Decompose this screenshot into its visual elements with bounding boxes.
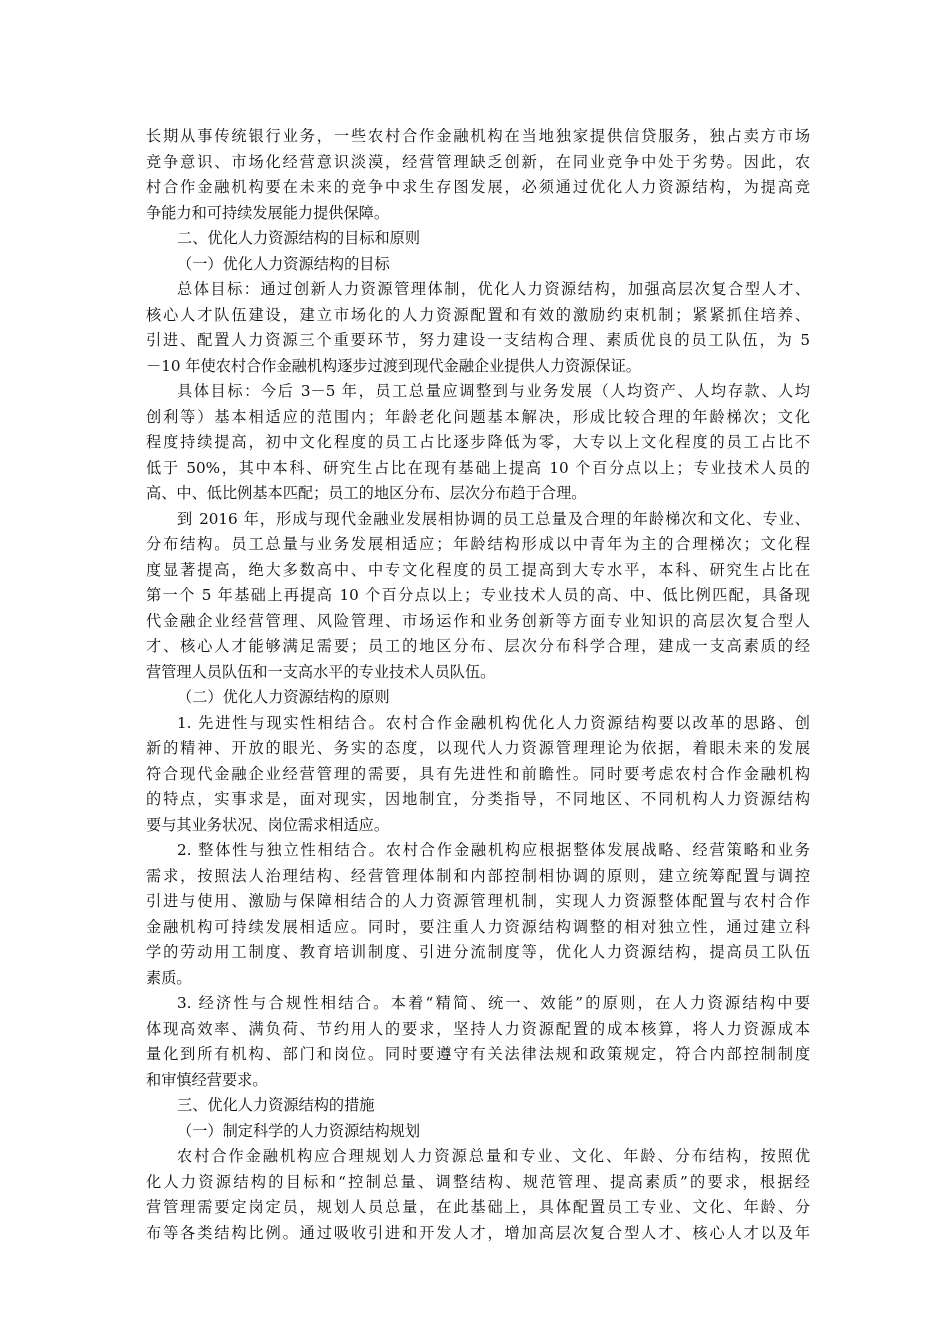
section-heading	[146, 685, 810, 711]
body-paragraph	[146, 838, 810, 991]
text-line: 低于 50%，其中本科、研究生占比在现有基础上提高 10 个百分点以上；专业技术人员的	[146, 458, 810, 477]
section-heading	[146, 1119, 810, 1145]
text-line: 要与其业务状况、岗位需求相适应。	[146, 815, 389, 834]
text-line: 第一个 5 年基础上再提高 10 个百分点以上；专业技术人员的高、中、低比例匹配，具备现	[146, 586, 810, 604]
text-line: 化人力资源结构的目标和“控制总量、调整结构、规范管理、提高素质”的要求，根据经	[146, 1172, 810, 1191]
section-heading	[146, 1093, 810, 1119]
text-line: 度显著提高，绝大多数高中、中专文化程度的员工提高到大专水平，本科、研究生占比在	[146, 560, 810, 579]
text-line: 争能力和可持续发展能力提供保障。	[146, 203, 389, 222]
body-paragraph	[146, 1144, 810, 1246]
body-paragraph	[146, 991, 810, 1093]
text-line: 核心人才队伍建设，建立市场化的人力资源配置和有效的激励约束机制；紧紧抓住培养、	[146, 305, 810, 324]
text-line: 总体目标：通过创新人力资源管理体制，优化人力资源结构，加强高层次复合型人才、	[177, 280, 810, 298]
text-line: 分布结构。员工总量与业务发展相适应；年龄结构形成以中青年为主的合理梯次；文化程	[146, 535, 810, 553]
body-paragraph	[146, 711, 810, 839]
text-line: 布等各类结构比例。通过吸收引进和开发人才，增加高层次复合型人才、核心人才以及年	[146, 1223, 810, 1242]
text-line: （一）制定科学的人力资源结构规划	[177, 1121, 420, 1140]
text-line: 高、中、低比例基本匹配；员工的地区分布、层次分布趋于合理。	[146, 484, 587, 502]
text-line: 营管理需要定岗定员，规划人员总量，在此基础上，具体配置员工专业、文化、年龄、分	[146, 1198, 810, 1216]
text-line: 到 2016 年，形成与现代金融业发展相协调的员工总量及合理的年龄梯次和文化、专业、	[177, 509, 810, 528]
text-line: 才、核心人才能够满足需要；员工的地区分布、层次分布科学合理，建成一支高素质的经	[146, 637, 810, 655]
text-line: 金融机构可持续发展相适应。同时，要注重人力资源结构调整的相对独立性，通过建立科	[146, 917, 810, 936]
text-line: 1. 先进性与现实性相结合。农村合作金融机构优化人力资源结构要以改革的思路、创	[177, 713, 810, 732]
text-line: 体现高效率、满负荷、节约用人的要求，坚持人力资源配置的成本核算，将人力资源成本	[146, 1019, 810, 1038]
text-line: 营管理人员队伍和一支高水平的专业技术人员队伍。	[146, 662, 496, 681]
document-page	[146, 124, 810, 1246]
text-line: 量化到所有机构、部门和岗位。同时要遵守有关法律法规和政策规定，符合内部控制制度	[146, 1045, 810, 1063]
body-paragraph	[146, 379, 810, 507]
text-line: 引进与使用、激励与保障相结合的人力资源管理机制，实现人力资源整体配置与农村合作	[146, 892, 810, 910]
text-line: 村合作金融机构要在未来的竞争中求生存图发展，必须通过优化人力资源结构，为提高竞	[146, 178, 810, 196]
text-line: 2. 整体性与独立性相结合。农村合作金融机构应根据整体发展战略、经营策略和业务	[177, 841, 810, 859]
text-line: 新的精神、开放的眼光、务实的态度，以现代人力资源管理理论为依据，着眼未来的发展	[146, 739, 810, 757]
text-line: 程度持续提高，初中文化程度的员工占比逐步降低为零，大专以上文化程度的员工占比不	[146, 433, 810, 451]
text-line: 具体目标：今后 3－5 年，员工总量应调整到与业务发展（人均资产、人均存款、人均	[177, 382, 810, 400]
text-line: 二、优化人力资源结构的目标和原则	[177, 229, 420, 247]
text-line: 竞争意识、市场化经营意识淡漠，经营管理缺乏创新，在同业竞争中处于劣势。因此，农	[146, 152, 810, 171]
text-line: 农村合作金融机构应合理规划人力资源总量和专业、文化、年龄、分布结构，按照优	[177, 1147, 810, 1165]
text-line: 和审慎经营要求。	[146, 1070, 268, 1089]
text-line: 需求，按照法人治理结构、经营管理体制和内部控制相协调的原则，建立统筹配置与调控	[146, 866, 810, 885]
body-paragraph	[146, 124, 810, 226]
text-line: 符合现代金融企业经营管理的需要，具有先进性和前瞻性。同时要考虑农村合作金融机构	[146, 764, 810, 783]
text-line: 学的劳动用工制度、教育培训制度、引进分流制度等，优化人力资源结构，提高员工队伍	[146, 943, 810, 961]
text-line: 代金融企业经营管理、风险管理、市场运作和业务创新等方面专业知识的高层次复合型人	[146, 611, 810, 630]
section-heading	[146, 226, 810, 252]
text-line: 长期从事传统银行业务，一些农村合作金融机构在当地独家提供信贷服务，独占卖方市场	[146, 127, 810, 145]
text-line: （二）优化人力资源结构的原则	[177, 688, 390, 706]
text-line: 引进、配置人力资源三个重要环节，努力建设一支结构合理、素质优良的员工队伍，为 5	[146, 331, 810, 349]
text-line: 的特点，实事求是，面对现实，因地制宜，分类指导，不同地区、不同机构人力资源结构	[146, 790, 810, 808]
body-paragraph	[146, 507, 810, 686]
text-line: 三、优化人力资源结构的措施	[177, 1096, 375, 1114]
text-line: 素质。	[146, 968, 192, 987]
text-line: －10 年使农村合作金融机构逐步过渡到现代金融企业提供人力资源保证。	[146, 356, 641, 375]
body-paragraph	[146, 277, 810, 379]
section-heading	[146, 252, 810, 278]
text-line: 创利等）基本相适应的范围内；年龄老化问题基本解决，形成比较合理的年龄梯次；文化	[146, 407, 810, 426]
text-line: （一）优化人力资源结构的目标	[177, 254, 390, 273]
text-line: 3. 经济性与合规性相结合。本着“精简、统一、效能”的原则，在人力资源结构中要	[177, 994, 810, 1012]
